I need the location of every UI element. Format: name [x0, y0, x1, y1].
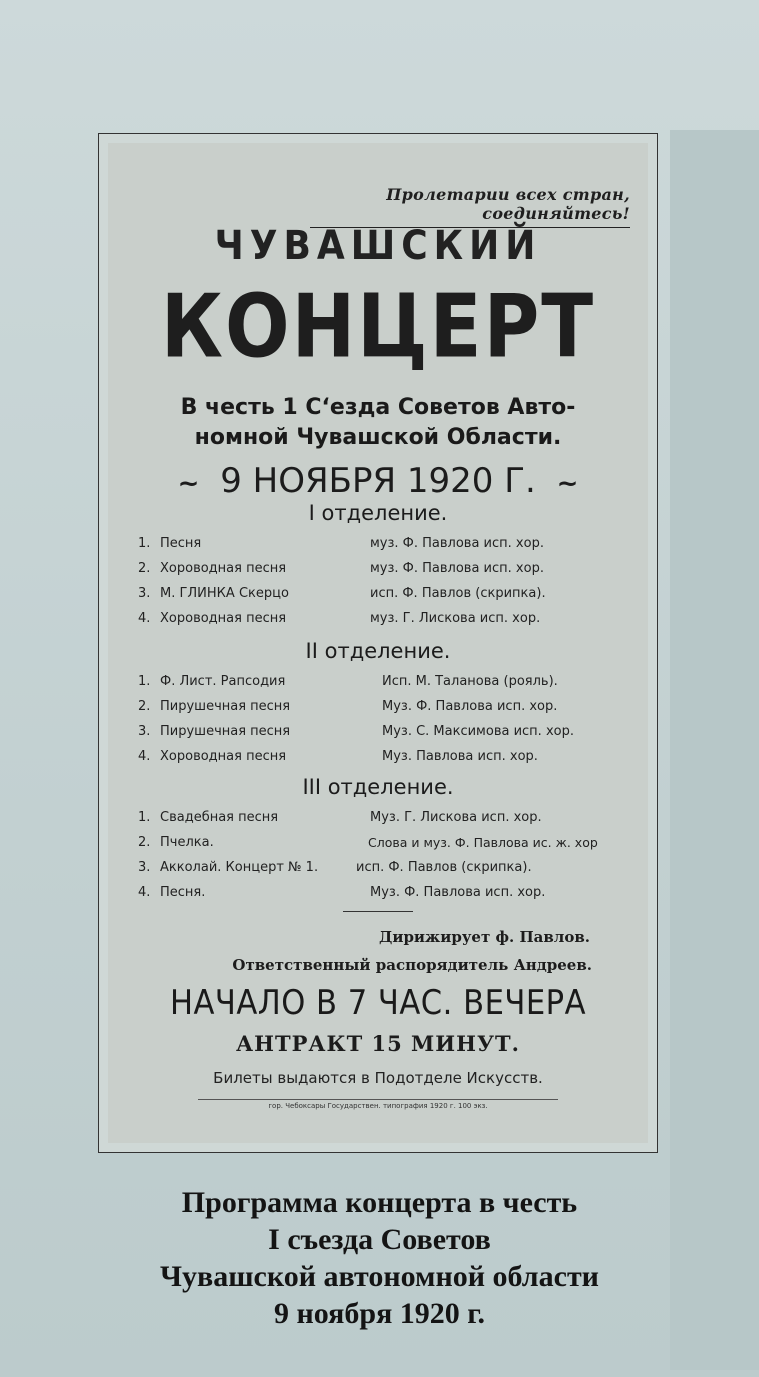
item-credit: Муз. Павлова исп. хор.: [382, 749, 538, 764]
poster-date: 9 НОЯБРЯ 1920 Г.: [220, 461, 536, 501]
caption-line1: Программа концерта в честь: [181, 1186, 578, 1219]
concert-poster: [108, 143, 648, 1143]
item-credit: Муз. Ф. Павлова исп. хор.: [370, 885, 546, 900]
item-number: 3.: [138, 860, 151, 875]
item-number: 2.: [138, 835, 151, 850]
program-item: [138, 586, 628, 608]
item-number: 1.: [138, 674, 151, 689]
program-item: [138, 674, 628, 696]
item-title: М. ГЛИНКА Скерцо: [160, 586, 289, 601]
item-title: Песня.: [160, 885, 206, 900]
item-credit: Муз. Ф. Павлова исп. хор.: [382, 699, 558, 714]
caption-line3: Чувашской автономной области: [160, 1260, 599, 1293]
item-number: 2.: [138, 561, 151, 576]
section-3-heading: III отделение.: [302, 775, 454, 799]
program-item: [138, 536, 628, 558]
intermission-note: АНТРАКТ 15 МИНУТ.: [236, 1031, 520, 1056]
program-item: [138, 835, 628, 857]
program-item: [138, 611, 628, 633]
item-title: Акколай. Концерт № 1.: [160, 860, 319, 875]
poster-motto: Пролетарии всех стран, соединяйтесь!: [310, 185, 630, 228]
item-title: Песня: [160, 536, 202, 551]
item-title: Пчелка.: [160, 835, 214, 850]
divider-line: [343, 911, 413, 912]
program-item: [138, 810, 628, 832]
conductor-line: Дирижирует ф. Павлов.: [378, 928, 590, 946]
item-credit: Слова и муз. Ф. Павлова ис. ж. хор: [368, 835, 598, 850]
flourish-left-icon: ~: [177, 469, 200, 499]
item-credit: муз. Г. Лискова исп. хор.: [370, 611, 541, 626]
section-1-heading: I отделение.: [308, 501, 448, 525]
background-text-bleed: [670, 130, 759, 1370]
item-credit: исп. Ф. Павлов (скрипка).: [370, 586, 546, 601]
caption-line4: 9 ноября 1920 г.: [273, 1297, 486, 1330]
item-number: 4.: [138, 885, 151, 900]
section-2-heading: II отделение.: [305, 639, 451, 663]
poster-title-concert: КОНЦЕРТ: [160, 275, 596, 378]
item-number: 3.: [138, 586, 151, 601]
item-title: Пирушечная песня: [160, 724, 291, 739]
item-credit: исп. Ф. Павлов (скрипка).: [356, 860, 532, 875]
program-item: [138, 724, 628, 746]
item-number: 4.: [138, 611, 151, 626]
item-title: Хороводная песня: [160, 611, 287, 626]
program-item: [138, 860, 628, 882]
item-credit: Исп. М. Таланова (рояль).: [382, 674, 558, 689]
item-title: Хороводная песня: [160, 561, 287, 576]
program-item: [138, 561, 628, 583]
item-credit: муз. Ф. Павлова исп. хор.: [370, 536, 544, 551]
item-credit: муз. Ф. Павлова исп. хор.: [370, 561, 544, 576]
caption-line2: I съезда Советов: [268, 1223, 491, 1256]
poster-title-chuvash: ЧУВАШСКИЙ: [214, 223, 542, 269]
program-item: [138, 885, 628, 907]
program-item: [138, 749, 628, 771]
item-title: Пирушечная песня: [160, 699, 291, 714]
poster-date-line: [108, 461, 648, 501]
flourish-right-icon: ~: [556, 469, 579, 499]
item-credit: Муз. С. Максимова исп. хор.: [382, 724, 574, 739]
item-title: Хороводная песня: [160, 749, 287, 764]
item-credit: Муз. Г. Лискова исп. хор.: [370, 810, 542, 825]
item-number: 4.: [138, 749, 151, 764]
item-number: 1.: [138, 810, 151, 825]
item-title: Ф. Лист. Рапсодия: [160, 674, 286, 689]
printer-imprint: гор. Чебоксары Государствен. типография 1920 г. 100 экз.: [198, 1099, 558, 1110]
poster-subtitle-line1: В честь 1 С‘езда Советов Авто-: [180, 395, 576, 420]
tickets-note: Билеты выдаются в Подотделе Искусств.: [213, 1069, 543, 1087]
start-time: НАЧАЛО В 7 ЧАС. ВЕЧЕРА: [169, 983, 587, 1023]
poster-subtitle-line2: номной Чувашской Области.: [194, 425, 562, 450]
item-number: 1.: [138, 536, 151, 551]
manager-line: Ответственный распорядитель Андреев.: [232, 956, 592, 974]
program-item: [138, 699, 628, 721]
item-number: 2.: [138, 699, 151, 714]
item-title: Свадебная песня: [160, 810, 279, 825]
item-number: 3.: [138, 724, 151, 739]
